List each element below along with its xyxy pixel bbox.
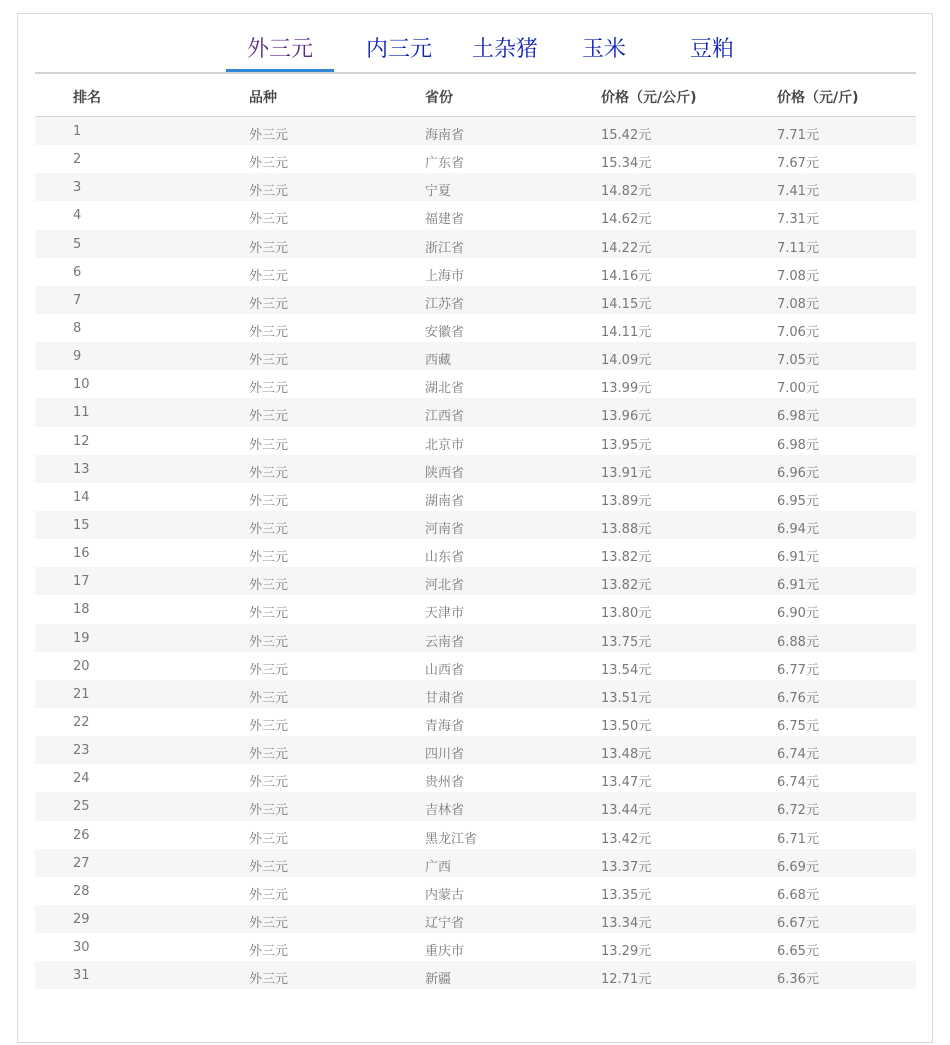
cell-province: 山东省 [425,550,465,566]
cell-variety: 外三元 [249,128,289,143]
tab-nei-san-yuan[interactable]: 内三元 [365,37,432,62]
header-variety: 品种 [249,90,277,106]
cell-rank: 17 [73,574,90,590]
table-row [35,567,916,595]
cell-variety: 外三元 [249,662,289,678]
table-row [35,201,916,229]
table-row [35,117,916,145]
cell-rank: 8 [73,320,82,336]
cell-variety: 外三元 [249,887,289,903]
cell-variety: 外三元 [249,634,289,650]
cell-rank: 10 [73,377,90,393]
cell-price-per-jin: 6.65元 [777,944,819,960]
cell-province: 浙江省 [425,240,465,256]
tab-bar [35,26,916,74]
cell-price-per-jin: 6.91元 [777,550,819,566]
cell-rank: 7 [73,292,82,308]
cell-province: 广西 [425,859,452,875]
cell-province: 上海市 [425,268,465,284]
table-row [35,961,916,989]
cell-price-per-jin: 6.71元 [777,831,819,847]
cell-price-per-jin: 6.74元 [777,775,819,791]
cell-price-per-kg: 13.48元 [601,747,652,763]
cell-province: 湖北省 [425,381,465,397]
cell-variety: 外三元 [249,550,289,566]
cell-price-per-jin: 6.36元 [777,972,819,988]
cell-province: 辽宁省 [425,915,465,931]
table-row [35,286,916,314]
cell-variety: 外三元 [249,915,289,931]
cell-variety: 外三元 [249,296,289,312]
cell-variety: 外三元 [249,521,289,537]
cell-variety: 外三元 [249,972,289,988]
cell-price-per-kg: 13.50元 [601,718,652,734]
cell-price-per-jin: 6.95元 [777,493,819,509]
cell-province: 黑龙江省 [425,831,478,847]
cell-price-per-jin: 6.98元 [777,409,819,425]
cell-price-per-kg: 14.22元 [601,240,652,256]
header-province: 省份 [425,90,453,106]
cell-rank: 19 [73,630,90,646]
cell-province: 四川省 [425,747,465,763]
table-row [35,398,916,426]
tab-dou-po[interactable]: 豆粕 [689,37,734,62]
cell-price-per-kg: 13.75元 [601,634,652,650]
cell-price-per-jin: 7.08元 [777,268,819,284]
cell-price-per-kg: 14.82元 [601,184,652,200]
cell-province: 北京市 [425,437,465,453]
cell-price-per-kg: 13.80元 [601,606,652,622]
cell-price-per-kg: 13.95元 [601,437,652,453]
cell-price-per-jin: 6.74元 [777,747,819,763]
cell-price-per-jin: 7.41元 [777,184,819,200]
cell-price-per-kg: 14.15元 [601,296,652,312]
cell-province: 新疆 [425,972,452,988]
cell-province: 甘肃省 [425,690,465,706]
tab-yu-mi[interactable]: 玉米 [581,37,626,62]
table-header [35,73,916,117]
cell-province: 山西省 [425,662,465,678]
cell-variety: 外三元 [249,465,289,481]
cell-price-per-jin: 7.06元 [777,324,819,340]
cell-price-per-kg: 13.37元 [601,859,652,875]
cell-province: 安徽省 [425,324,465,340]
table-row [35,736,916,764]
table-row [35,511,916,539]
cell-price-per-jin: 6.72元 [777,803,819,819]
cell-rank: 28 [73,883,90,899]
cell-variety: 外三元 [249,606,289,622]
cell-price-per-kg: 13.47元 [601,775,652,791]
cell-price-per-kg: 13.54元 [601,662,652,678]
cell-variety: 外三元 [249,353,289,369]
cell-price-per-kg: 14.11元 [601,324,652,340]
cell-price-per-jin: 7.71元 [777,128,819,143]
cell-province: 江西省 [425,409,465,425]
cell-price-per-jin: 6.77元 [777,662,819,678]
cell-province: 陕西省 [425,465,465,481]
table-row [35,258,916,286]
table-row [35,680,916,708]
cell-price-per-jin: 6.76元 [777,690,819,706]
table-body [35,117,916,989]
cell-province: 湖南省 [425,493,465,509]
cell-rank: 9 [73,349,82,365]
cell-province: 青海省 [425,718,465,734]
cell-province: 天津市 [425,606,465,622]
cell-price-per-jin: 7.67元 [777,156,819,172]
cell-province: 云南省 [425,634,465,650]
cell-variety: 外三元 [249,156,289,172]
table-row [35,849,916,877]
table-row [35,877,916,905]
cell-price-per-kg: 15.42元 [601,128,652,143]
cell-price-per-kg: 13.44元 [601,803,652,819]
cell-price-per-kg: 13.99元 [601,381,652,397]
cell-rank: 26 [73,827,90,843]
header-price-per-jin: 价格（元/斤) [777,90,859,106]
cell-rank: 15 [73,517,90,533]
active-tab-indicator [226,69,334,72]
cell-province: 海南省 [425,128,465,143]
cell-rank: 3 [73,180,82,196]
table-row [35,173,916,201]
cell-variety: 外三元 [249,409,289,425]
cell-price-per-kg: 13.34元 [601,915,652,931]
cell-variety: 外三元 [249,690,289,706]
cell-price-per-kg: 13.35元 [601,887,652,903]
cell-province: 宁夏 [425,184,452,200]
table-row [35,652,916,680]
cell-province: 福建省 [425,212,465,228]
cell-price-per-kg: 14.62元 [601,212,652,228]
cell-rank: 2 [73,152,82,168]
cell-rank: 11 [73,405,90,421]
cell-variety: 外三元 [249,747,289,763]
table-row [35,933,916,961]
cell-price-per-jin: 7.00元 [777,381,819,397]
table-row [35,427,916,455]
table-row [35,483,916,511]
cell-rank: 29 [73,911,90,927]
cell-province: 贵州省 [425,775,465,791]
cell-variety: 外三元 [249,831,289,847]
cell-price-per-jin: 6.98元 [777,437,819,453]
cell-rank: 16 [73,546,90,562]
table-row [35,539,916,567]
cell-price-per-kg: 13.91元 [601,465,652,481]
cell-province: 吉林省 [425,803,465,819]
cell-variety: 外三元 [249,944,289,960]
cell-variety: 外三元 [249,775,289,791]
table-row [35,370,916,398]
cell-variety: 外三元 [249,184,289,200]
cell-price-per-kg: 14.16元 [601,268,652,284]
table-row [35,455,916,483]
cell-variety: 外三元 [249,718,289,734]
table-row [35,764,916,792]
tab-wai-san-yuan[interactable]: 外三元 [246,37,313,62]
cell-rank: 27 [73,855,90,871]
cell-price-per-kg: 13.82元 [601,550,652,566]
cell-rank: 6 [73,264,82,280]
cell-rank: 1 [73,124,82,139]
cell-price-per-kg: 13.82元 [601,578,652,594]
cell-province: 内蒙古 [425,887,465,903]
cell-price-per-kg: 13.29元 [601,944,652,960]
cell-province: 重庆市 [425,944,465,960]
cell-price-per-jin: 7.08元 [777,296,819,312]
cell-rank: 14 [73,489,90,505]
cell-province: 河北省 [425,578,465,594]
cell-price-per-kg: 13.96元 [601,409,652,425]
cell-price-per-jin: 7.31元 [777,212,819,228]
cell-price-per-kg: 13.88元 [601,521,652,537]
cell-rank: 21 [73,686,90,702]
cell-province: 西藏 [425,353,452,369]
table-row [35,595,916,623]
cell-variety: 外三元 [249,803,289,819]
cell-rank: 5 [73,236,82,252]
cell-rank: 18 [73,602,90,618]
cell-price-per-kg: 13.89元 [601,493,652,509]
table-row [35,342,916,370]
table-row [35,708,916,736]
cell-province: 广东省 [425,156,465,172]
cell-rank: 12 [73,433,90,449]
cell-rank: 13 [73,461,90,477]
cell-variety: 外三元 [249,324,289,340]
cell-variety: 外三元 [249,240,289,256]
cell-price-per-jin: 6.90元 [777,606,819,622]
cell-variety: 外三元 [249,268,289,284]
cell-price-per-kg: 14.09元 [601,353,652,369]
table-row [35,905,916,933]
cell-variety: 外三元 [249,437,289,453]
cell-price-per-jin: 6.94元 [777,521,819,537]
cell-rank: 4 [73,208,82,224]
cell-province: 江苏省 [425,296,465,312]
tab-tu-za-zhu[interactable]: 土杂猪 [471,37,538,62]
cell-price-per-jin: 6.96元 [777,465,819,481]
cell-price-per-kg: 13.42元 [601,831,652,847]
table-row [35,145,916,173]
table-row [35,624,916,652]
cell-variety: 外三元 [249,578,289,594]
cell-rank: 25 [73,799,90,815]
cell-price-per-jin: 6.88元 [777,634,819,650]
cell-price-per-kg: 13.51元 [601,690,652,706]
table-row [35,314,916,342]
cell-price-per-jin: 6.91元 [777,578,819,594]
cell-price-per-jin: 6.69元 [777,859,819,875]
cell-price-per-jin: 7.11元 [777,240,819,256]
header-price-per-kg: 价格（元/公斤) [601,90,697,106]
cell-variety: 外三元 [249,212,289,228]
cell-price-per-kg: 15.34元 [601,156,652,172]
cell-rank: 23 [73,743,90,759]
cell-price-per-kg: 12.71元 [601,972,652,988]
cell-rank: 31 [73,968,90,984]
cell-rank: 22 [73,714,90,730]
cell-rank: 30 [73,940,90,956]
cell-province: 河南省 [425,521,465,537]
cell-rank: 20 [73,658,90,674]
cell-price-per-jin: 7.05元 [777,353,819,369]
cell-variety: 外三元 [249,381,289,397]
table-row [35,230,916,258]
cell-rank: 24 [73,771,90,787]
price-table [35,73,916,989]
cell-variety: 外三元 [249,859,289,875]
cell-price-per-jin: 6.67元 [777,915,819,931]
header-rank: 排名 [73,90,101,106]
table-row [35,821,916,849]
table-row [35,792,916,820]
cell-price-per-jin: 6.68元 [777,887,819,903]
cell-variety: 外三元 [249,493,289,509]
cell-price-per-jin: 6.75元 [777,718,819,734]
